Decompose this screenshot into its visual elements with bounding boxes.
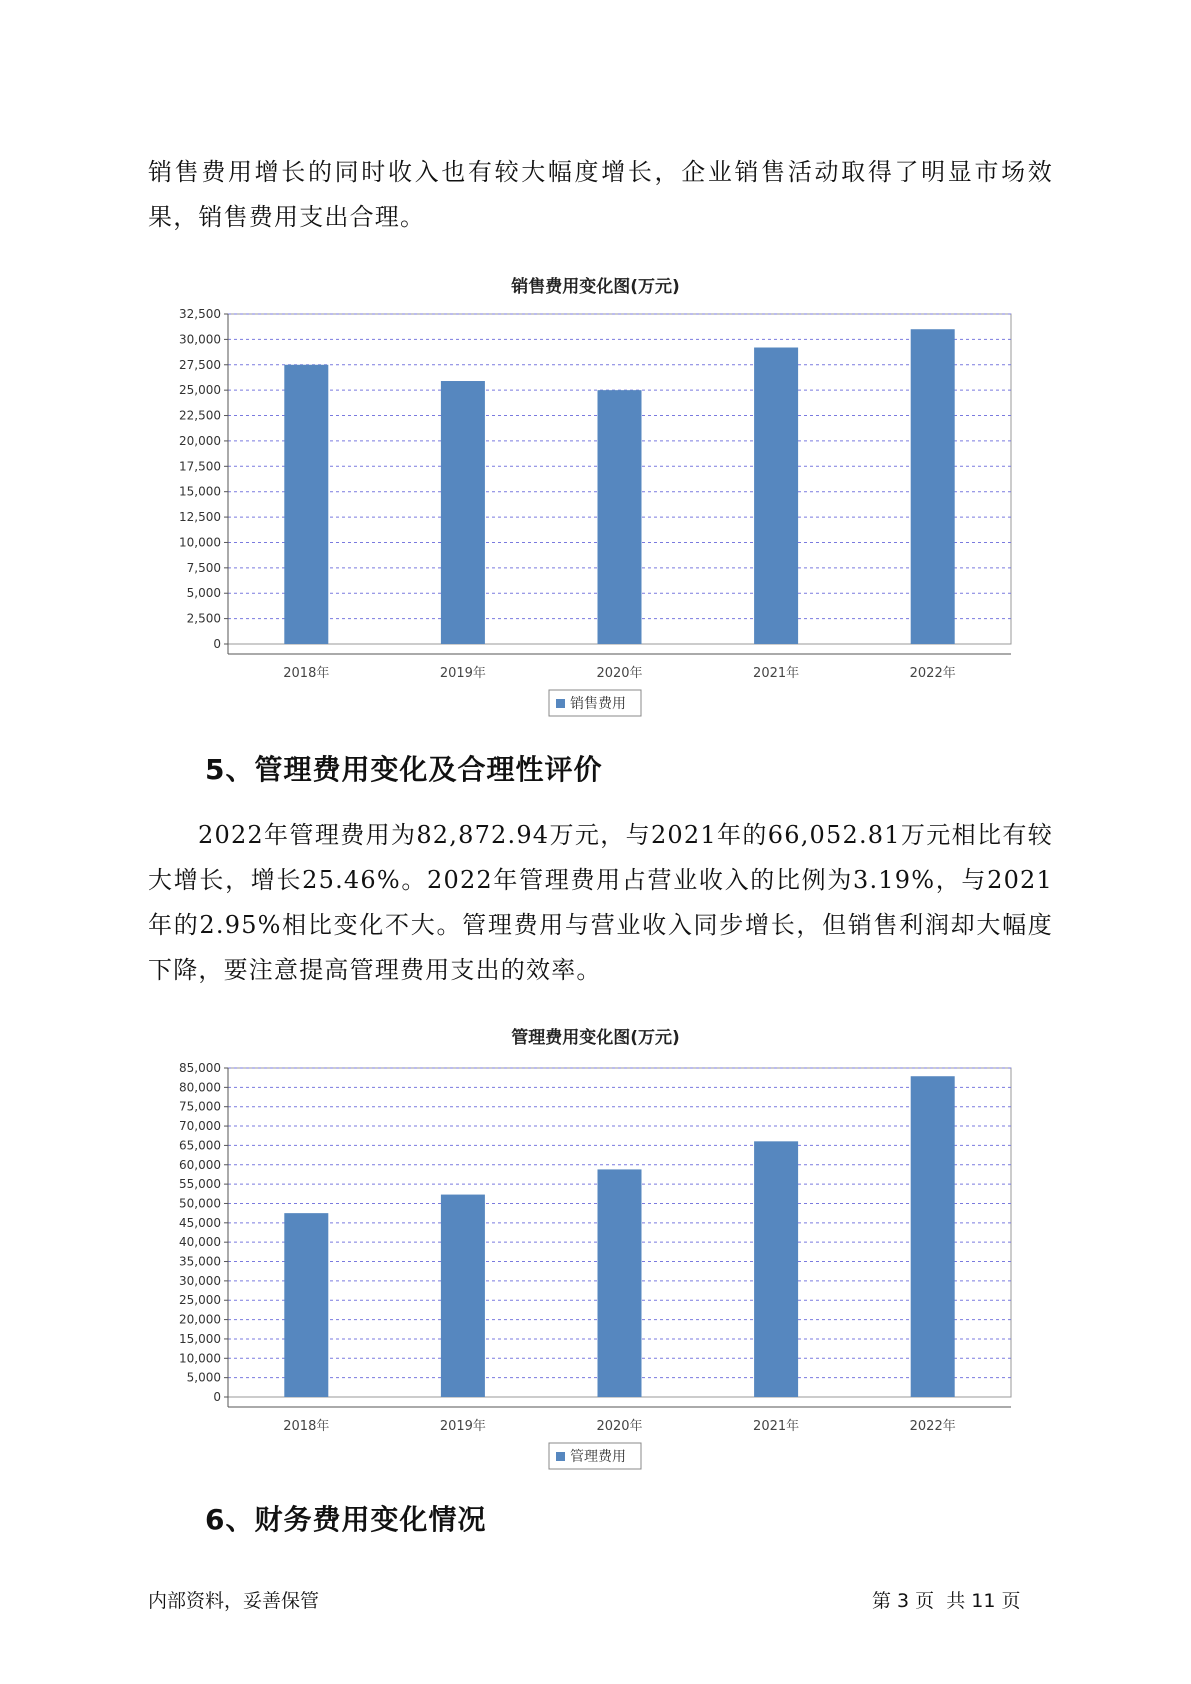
- sales-chart-y-tick-label: 12,500: [179, 510, 221, 525]
- chart-title-sales: 销售费用变化图(万元): [511, 277, 680, 297]
- sales-chart-y-tick-label: 30,000: [179, 332, 221, 347]
- sales-chart-legend-swatch: [556, 699, 565, 708]
- sales-chart-y-tick-label: 7,500: [186, 560, 221, 575]
- admin-chart-x-tick-label: 2019年: [439, 1419, 486, 1434]
- admin-chart-x-tick-label: 2018年: [283, 1419, 330, 1434]
- sales-expense-bar-chart: [0, 300, 1191, 720]
- admin-chart-y-tick-label: 50,000: [179, 1196, 221, 1211]
- sales-chart-x-tick-label: 2021年: [753, 666, 800, 681]
- sales-chart-x-tick-label: 2020年: [596, 666, 643, 681]
- section-6-heading: 6、财务费用变化情况: [205, 1503, 487, 1536]
- sales-chart-y-tick-label: 2,500: [186, 611, 221, 626]
- sales-chart-x-tick-label: 2022年: [909, 666, 956, 681]
- sales-chart-x-tick-label: 2018年: [283, 666, 330, 681]
- admin-chart-bar-2022: [911, 1076, 955, 1397]
- admin-chart-bar-2020: [598, 1169, 642, 1397]
- admin-chart-y-tick-label: 25,000: [179, 1293, 221, 1308]
- sales-chart-bar-2022: [911, 329, 955, 644]
- admin-chart-y-tick-label: 80,000: [179, 1080, 221, 1095]
- admin-chart-y-tick-label: 85,000: [179, 1061, 221, 1075]
- sales-chart-y-tick-label: 17,500: [179, 459, 221, 474]
- admin-chart-y-tick-label: 35,000: [179, 1254, 221, 1269]
- sales-chart-y-tick-label: 10,000: [179, 535, 221, 550]
- admin-chart-y-tick-label: 30,000: [179, 1273, 221, 1288]
- admin-chart-y-tick-label: 75,000: [179, 1099, 221, 1114]
- sales-chart-y-tick-label: 20,000: [179, 433, 221, 448]
- admin-chart-y-tick-label: 20,000: [179, 1312, 221, 1327]
- sales-chart-bar-2019: [441, 381, 485, 644]
- footer-confidential-note: 内部资料，妥善保管: [148, 1590, 320, 1612]
- intro-paragraph: 销售费用增长的同时收入也有较大幅度增长，企业销售活动取得了明显市场效果，销售费用支出合理。: [148, 158, 1053, 231]
- admin-chart-y-tick-label: 0: [213, 1390, 221, 1404]
- admin-chart-x-tick-label: 2021年: [753, 1419, 800, 1434]
- sales-chart-y-tick-label: 0: [213, 637, 221, 651]
- admin-chart-legend-label: 管理费用: [570, 1449, 626, 1465]
- admin-chart-y-tick-label: 15,000: [179, 1331, 221, 1346]
- sales-chart-x-tick-label: 2019年: [439, 666, 486, 681]
- admin-chart-bar-2021: [754, 1141, 798, 1397]
- footer-page-number: 第 3 页 共 11 页: [872, 1590, 1021, 1612]
- sales-chart-y-tick-label: 5,000: [186, 586, 221, 601]
- admin-chart-bar-2019: [441, 1195, 485, 1397]
- sales-chart-y-tick-label: 27,500: [179, 357, 221, 372]
- sales-chart-y-tick-label: 22,500: [179, 408, 221, 423]
- sales-chart-bar-2020: [598, 390, 642, 644]
- admin-chart-x-tick-label: 2022年: [909, 1419, 956, 1434]
- section-5-paragraph: 2022年管理费用为82,872.94万元，与2021年的66,052.81万元相比有较大增长，增长25.46%。2022年管理费用占营业收入的比例为3.19%，与2021年的2.95%相比变化不大。管理费用与营业收入同步增长，但销售利润却大幅度下降，要注意提高管理费用支出的效率。: [148, 821, 1053, 984]
- admin-chart-y-tick-label: 40,000: [179, 1235, 221, 1250]
- section-5-heading: 5、管理费用变化及合理性评价: [205, 753, 603, 786]
- admin-chart-legend-swatch: [556, 1452, 565, 1461]
- sales-chart-y-tick-label: 32,500: [179, 307, 221, 321]
- sales-chart-legend-label: 销售费用: [570, 696, 626, 712]
- sales-chart-bar-2021: [754, 348, 798, 644]
- admin-expense-bar-chart: [0, 1050, 1191, 1470]
- sales-chart-y-tick-label: 25,000: [179, 383, 221, 398]
- admin-chart-y-tick-label: 55,000: [179, 1177, 221, 1192]
- admin-chart-bar-2018: [284, 1213, 328, 1397]
- admin-chart-y-tick-label: 65,000: [179, 1138, 221, 1153]
- admin-chart-y-tick-label: 70,000: [179, 1119, 221, 1134]
- sales-chart-bar-2018: [284, 365, 328, 644]
- admin-chart-y-tick-label: 10,000: [179, 1351, 221, 1366]
- sales-chart-y-tick-label: 15,000: [179, 484, 221, 499]
- admin-chart-y-tick-label: 5,000: [186, 1370, 221, 1385]
- admin-chart-y-tick-label: 45,000: [179, 1215, 221, 1230]
- admin-chart-x-tick-label: 2020年: [596, 1419, 643, 1434]
- admin-chart-y-tick-label: 60,000: [179, 1157, 221, 1172]
- chart-title-admin: 管理费用变化图(万元): [511, 1028, 680, 1048]
